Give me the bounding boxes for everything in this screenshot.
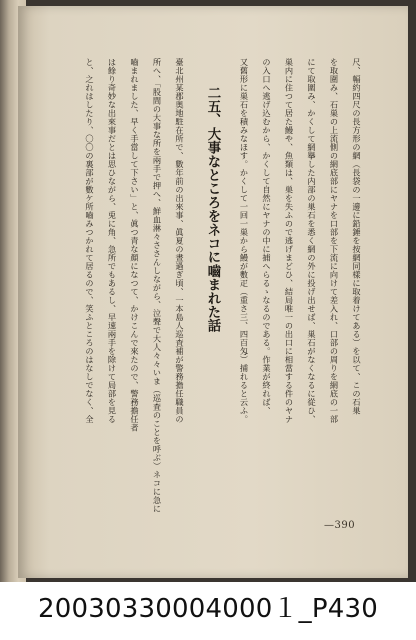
page-number: —390	[324, 520, 356, 531]
text-column: は餘り奇妙な出來事だとは思ひながら、兎に角、急所でもあるし、早速兩手を除けて局部を見る	[107, 58, 118, 424]
text-column: 巣内に住つて居た鰻や、魚類は、巣を失ふので逃げまどひ、結局唯一の出口に相當する件のヤナ	[284, 58, 295, 424]
text-column: 嚙まれました、早く手當して下さい」と、眞つ青な顏になつて、かけこんで來たので、警務擔任者	[130, 58, 140, 432]
book-page	[18, 6, 408, 578]
vertical-text-block	[79, 58, 369, 516]
text-column: と、之れはしたり、〇〇の裏部が數ケ所嚙みつかれて居るので、笑ふところのはなしでなく、全	[85, 58, 95, 424]
text-column: 所へ、「股間の大事な所を兩手で押へ、鮮血淋々ささんしながら、泣聲で大人々々いま（巡査のことを呼ぶ）ネコに急に	[152, 58, 163, 513]
text-column: 臺北州某郡奥地駐在所で、數年前の出來事、眞夏の晝過ぎ頃、一本島人巡査補が警務擔任職員の	[175, 58, 185, 424]
catalog-id-label: 20030330004000１_P430	[38, 594, 378, 624]
text-column: 又舊形に巣石を積みなほす。かくして一回一巣から鰻が數疋（重さ三、四百匁）捕れると云ふ。	[239, 58, 250, 424]
text-column: の入口へ逃げ込むから、かくして自然にヤナの中に捕へらるゝなるのである。作業が終れば、	[262, 58, 272, 415]
text-column: にて取圍み、かくして網擧した内部の巣石を悉く網の外に投げ出せば、巣石がなくなるに從ひ、	[307, 58, 317, 424]
section-heading: 二五、大事なところをネコに嚙まれた話	[205, 86, 220, 333]
text-column: 尺、幅約四尺の長方形の網（長袋の一邊に鉛錘を按網同樣に取着けてある）を以て、この石巣	[352, 58, 362, 415]
text-column: を取圍み、石巣の上流側の網底部にヤナを口部を下流に向けて差入れ、口部の周りを網底の一部	[329, 58, 340, 424]
